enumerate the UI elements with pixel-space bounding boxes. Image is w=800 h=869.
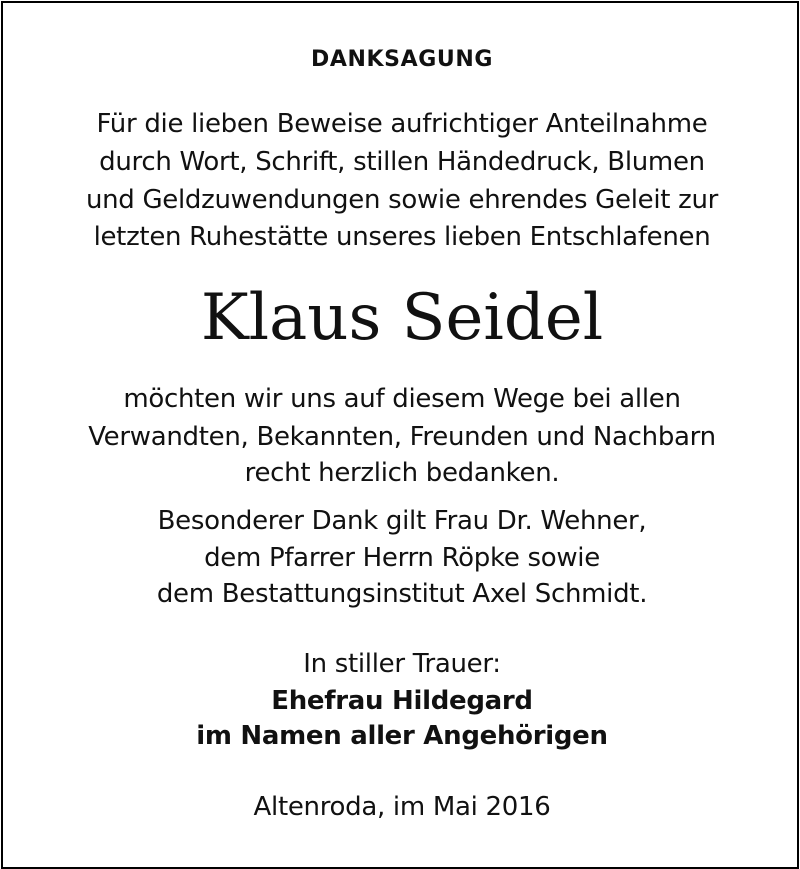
notice-border: [1, 1, 799, 869]
intro-line-3: und Geldzuwendungen sowie ehrendes Geleit zur: [85, 185, 719, 215]
intro-line-1: Für die lieben Beweise aufrichtiger Anteilnahme: [96, 109, 708, 139]
thanks-line-1: möchten wir uns auf diesem Wege bei allen: [123, 384, 681, 414]
special-thanks-line-3: dem Bestattungsinstitut Axel Schmidt.: [156, 579, 648, 609]
special-thanks-line-2: dem Pfarrer Herrn Röpke sowie: [204, 543, 600, 573]
notice-heading: DANKSAGUNG: [310, 47, 493, 72]
place-date: Altenroda, im Mai 2016: [253, 792, 551, 822]
signatory-spouse: Ehefrau Hildegard: [271, 686, 533, 716]
intro-line-2: durch Wort, Schrift, stillen Händedruck, Blumen: [99, 147, 705, 177]
special-thanks-line-1: Besonderer Dank gilt Frau Dr. Wehner,: [157, 506, 647, 536]
thanks-line-3: recht herzlich bedanken.: [244, 458, 560, 488]
signatory-relatives: im Namen aller Angehörigen: [196, 721, 608, 751]
intro-line-4: letzten Ruhestätte unseres lieben Entschlafenen: [93, 222, 711, 252]
mourning-label: In stiller Trauer:: [303, 649, 501, 679]
deceased-name: Klaus Seidel: [200, 281, 604, 355]
thanks-line-2: Verwandten, Bekannten, Freunden und Nachbarn: [88, 422, 716, 452]
